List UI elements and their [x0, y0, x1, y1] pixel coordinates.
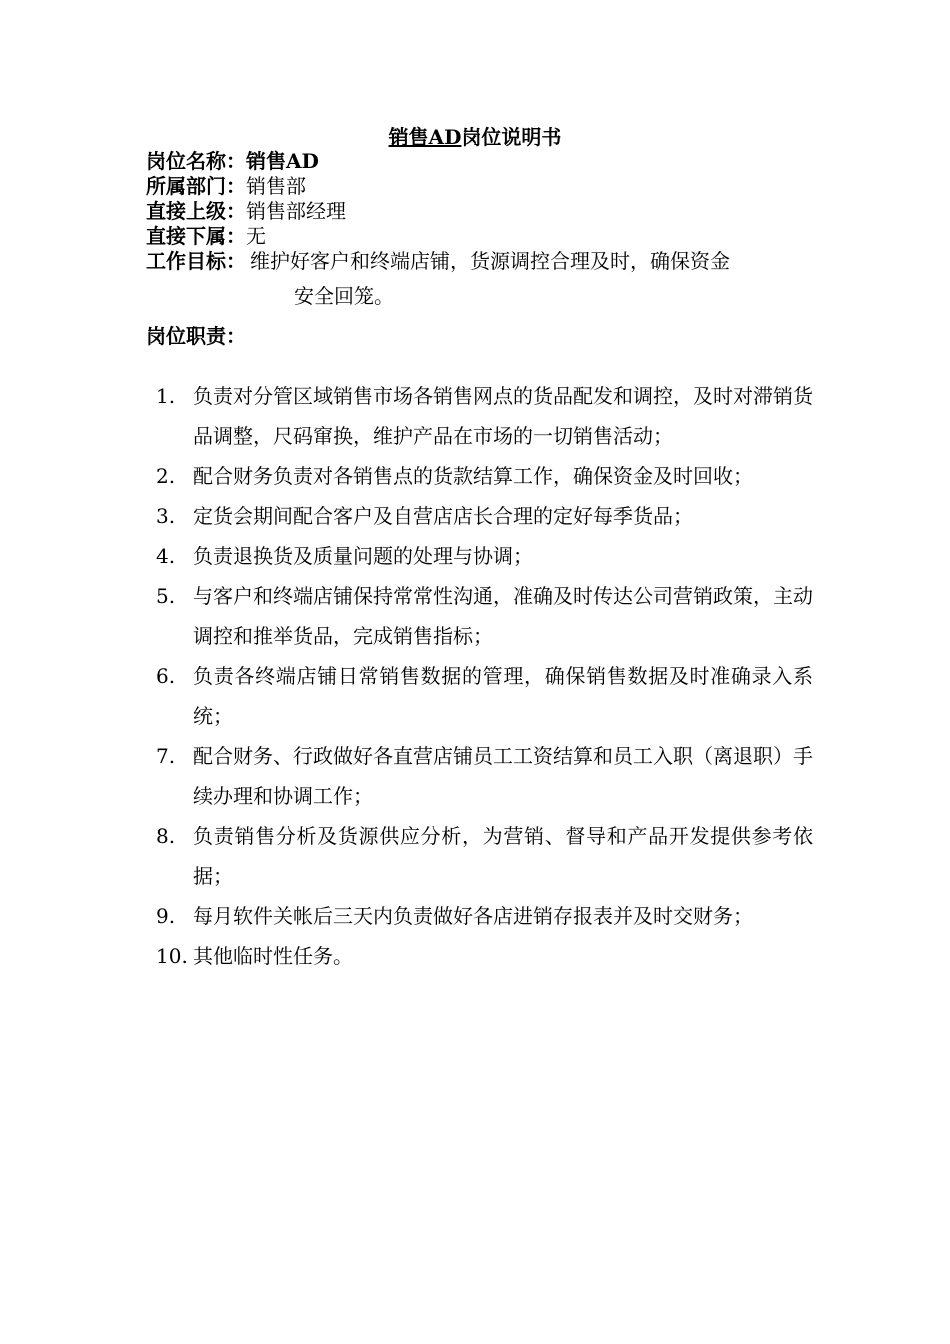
duty-number: 1.: [156, 384, 176, 408]
duty-text: 负责销售分析及货源供应分析，为营销、督导和产品开发提供参考依据；: [193, 824, 813, 888]
duty-text: 负责对分管区域销售市场各销售网点的货品配发和调控，及时对滞销货品调整，尺码窜换，维护产品在市场的一切销售活动；: [193, 384, 813, 448]
goal-line-1: 维护好客户和终端店铺，货源调控合理及时，确保资金: [250, 249, 730, 273]
superior-value: 销售部经理: [246, 199, 346, 223]
position-value: 销售AD: [246, 149, 319, 173]
duties-list: [156, 376, 816, 976]
duty-text: 每月软件关帐后三天内负责做好各店进销存报表并及时交财务；: [193, 904, 753, 928]
goal-label: 工作目标：: [146, 249, 246, 273]
info-row-superior: [146, 199, 816, 224]
title-underlined-part: 销售AD: [388, 125, 462, 149]
duty-text: 负责各终端店铺日常销售数据的管理，确保销售数据及时准确录入系统；: [193, 664, 813, 728]
list-item: [156, 376, 816, 456]
list-item: [156, 736, 816, 816]
duty-text: 与客户和终端店铺保持常常性沟通，准确及时传达公司营销政策，主动调控和推举货品，完成销售指标；: [193, 584, 813, 648]
list-item: [156, 576, 816, 656]
duty-number: 6.: [156, 664, 176, 688]
duty-number: 9.: [156, 904, 176, 928]
subordinate-label: 直接下属：: [146, 224, 246, 248]
position-label: 岗位名称：: [146, 149, 246, 173]
info-row-department: [146, 174, 816, 199]
title-rest-part: 岗位说明书: [461, 125, 562, 149]
document-title: [0, 124, 950, 150]
position-info: [146, 149, 816, 309]
list-item: [156, 536, 816, 576]
duty-number: 10.: [156, 944, 188, 968]
goal-line-2: 安全回笼。: [294, 284, 394, 308]
superior-label: 直接上级：: [146, 199, 246, 223]
duty-number: 4.: [156, 544, 176, 568]
duties-heading: 岗位职责：: [146, 324, 246, 348]
department-label: 所属部门：: [146, 174, 246, 198]
duty-text: 配合财务、行政做好各直营店铺员工工资结算和员工入职（离退职）手续办理和协调工作；: [193, 744, 813, 808]
info-row-position: [146, 149, 816, 174]
department-value: 销售部: [246, 174, 306, 198]
duty-text: 定货会期间配合客户及自营店店长合理的定好每季货品；: [193, 504, 693, 528]
duty-number: 2.: [156, 464, 176, 488]
subordinate-value: 无: [246, 224, 266, 248]
duty-number: 5.: [156, 584, 176, 608]
duty-number: 8.: [156, 824, 176, 848]
duty-text: 配合财务负责对各销售点的货款结算工作，确保资金及时回收；: [193, 464, 753, 488]
duty-text: 其他临时性任务。: [193, 944, 353, 968]
list-item: [156, 456, 816, 496]
duty-text: 负责退换货及质量问题的处理与协调；: [193, 544, 533, 568]
list-item: [156, 496, 816, 536]
goal-text: [246, 249, 796, 309]
duty-number: 3.: [156, 504, 176, 528]
list-item: [156, 896, 816, 936]
list-item: [156, 656, 816, 736]
info-row-goal: [146, 249, 816, 309]
duty-number: 7.: [156, 744, 176, 768]
info-row-subordinate: [146, 224, 816, 249]
list-item: [156, 816, 816, 896]
list-item: [156, 936, 816, 976]
